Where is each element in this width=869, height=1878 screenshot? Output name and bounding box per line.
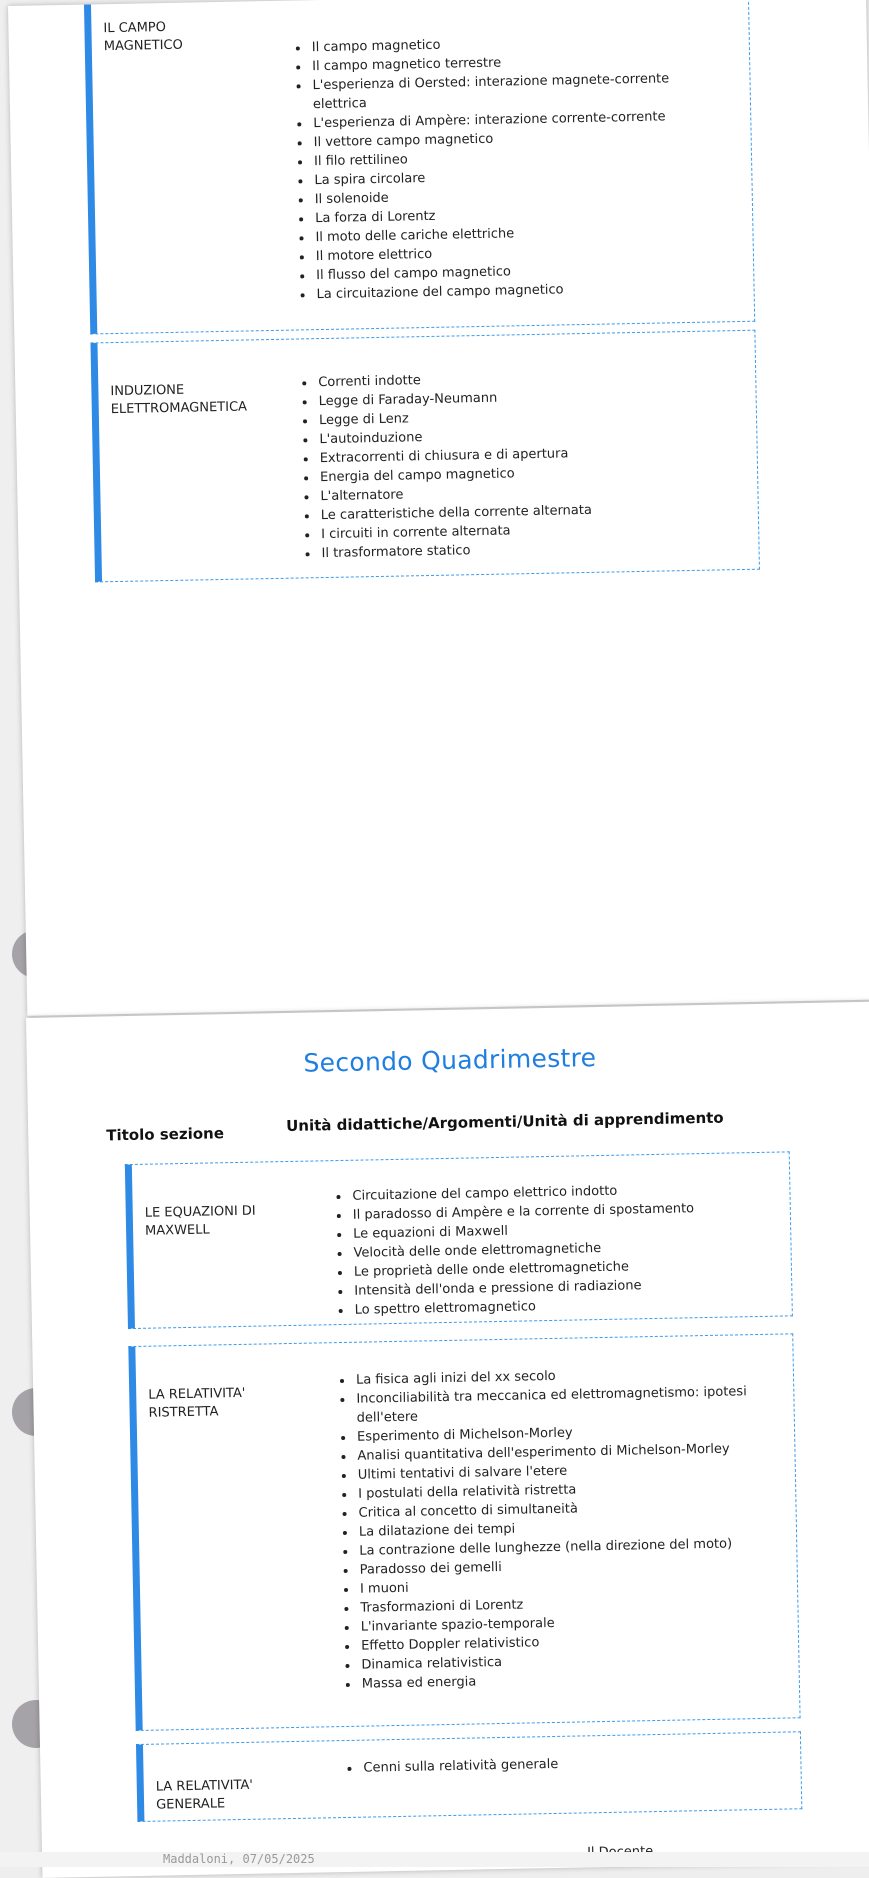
list-item: • Energia del campo magnetico — [318, 460, 738, 487]
section-maxwell — [125, 1151, 793, 1329]
topic-list — [343, 1750, 791, 1778]
topic-list — [336, 1363, 790, 1695]
list-item: • Esperimento di Michelson-Morley — [355, 1420, 785, 1447]
place-date: Maddaloni, 07/05/2025 — [163, 1852, 315, 1866]
list-item: • La dilatazione dei tempi — [357, 1514, 787, 1541]
list-item: • Analisi quantitativa dell'esperimento di Michelson-Morley — [355, 1439, 785, 1466]
list-item: • La contrazione delle lunghezze (nella direzione del moto) — [357, 1533, 787, 1560]
list-item: • Le equazioni di Maxwell — [351, 1217, 781, 1244]
bottom-bar — [0, 1852, 869, 1867]
document-page-2 — [26, 1002, 869, 1878]
list-item: • L'alternatore — [318, 479, 738, 506]
list-item: • Il motore elettrico — [314, 239, 714, 266]
list-item: • Velocità delle onde elettromagnetiche — [351, 1236, 781, 1263]
list-item: • Inconciliabilità tra meccanica ed elettromagnetismo: ipotesi dell'etere — [354, 1382, 785, 1428]
list-item: • L'esperienza di Ampère: interazione corrente-corrente — [311, 107, 711, 134]
list-item: • I circuiti in corrente alternata — [319, 517, 739, 544]
list-item: • Legge di Lenz — [317, 403, 737, 430]
list-item: • La forza di Lorentz — [313, 202, 713, 229]
list-item: • Cenni sulla relatività generale — [361, 1750, 791, 1777]
list-item: • Legge di Faraday-Neumann — [316, 384, 736, 411]
list-item: • Le proprietà delle onde elettromagnetiche — [352, 1255, 782, 1282]
topic-list — [292, 31, 715, 305]
list-item: • La circuitazione del campo magnetico — [314, 277, 714, 304]
list-item: • Dinamica relativistica — [359, 1647, 789, 1674]
list-item: • I muoni — [358, 1571, 788, 1598]
section-title: LE EQUAZIONI DI MAXWELL — [144, 1203, 256, 1239]
topic-list — [298, 365, 740, 563]
list-item: • L'invariante spazio-temporale — [359, 1609, 789, 1636]
list-item: • Il flusso del campo magnetico — [314, 258, 714, 285]
list-item: • Correnti indotte — [316, 365, 736, 392]
list-item: • Il paradosso di Ampère e la corrente di spostamento — [351, 1198, 781, 1225]
list-item: • Trasformazioni di Lorentz — [358, 1590, 788, 1617]
section-title: INDUZIONE ELETTROMAGNETICA — [110, 382, 248, 418]
document-page-1 — [8, 0, 869, 1016]
section-relativita-generale — [136, 1731, 802, 1822]
list-item: • Il moto delle cariche elettriche — [313, 221, 713, 248]
list-item: • Il vettore campo magnetico — [311, 126, 711, 153]
list-item: • Extracorrenti di chiusura e di apertura — [318, 441, 738, 468]
list-item: • Il filo rettilineo — [312, 145, 712, 172]
list-item: • Le caratteristiche della corrente alternata — [319, 498, 739, 525]
list-item: • I postulati della relatività ristretta — [356, 1476, 786, 1503]
list-item: • La fisica agli inizi del xx secolo — [354, 1363, 784, 1390]
list-item: • L'esperienza di Oersted: interazione magnete-corrente elettrica — [310, 69, 711, 115]
column-header-units: Unità didattiche/Argomenti/Unità di apprendimento — [285, 1108, 724, 1136]
list-item: • Paradosso dei gemelli — [357, 1552, 787, 1579]
section-title: IL CAMPO MAGNETICO — [103, 19, 183, 55]
list-item: • Il trasformatore statico — [319, 536, 739, 563]
list-item: • Intensità dell'onda e pressione di radiazione — [352, 1274, 782, 1301]
list-item: • Il campo magnetico — [310, 31, 710, 58]
list-item: • Effetto Doppler relativistico — [359, 1628, 789, 1655]
section-title: LA RELATIVITA' RISTRETTA — [148, 1385, 246, 1421]
list-item: • Critica al concetto di simultaneità — [356, 1495, 786, 1522]
list-item: • La spira circolare — [312, 164, 712, 191]
list-item: • Lo spettro elettromagnetico — [352, 1293, 782, 1320]
topic-list — [332, 1179, 782, 1321]
section-relativita-ristretta — [128, 1333, 800, 1731]
section-campo-magnetico — [84, 0, 755, 334]
list-item: • Il campo magnetico terrestre — [310, 50, 710, 77]
list-item: • Massa ed energia — [360, 1666, 790, 1693]
column-header-title: Titolo sezione — [106, 1124, 225, 1145]
list-item: • L'autoinduzione — [317, 422, 737, 449]
section-induzione — [90, 330, 759, 583]
page-title: Secondo Quadrimestre — [303, 1043, 597, 1078]
list-item: • Circuitazione del campo elettrico indotto — [350, 1179, 780, 1206]
list-item: • Il solenoide — [313, 183, 713, 210]
list-item: • Ultimi tentativi di salvare l'etere — [356, 1457, 786, 1484]
section-title: LA RELATIVITA' GENERALE — [155, 1777, 254, 1813]
